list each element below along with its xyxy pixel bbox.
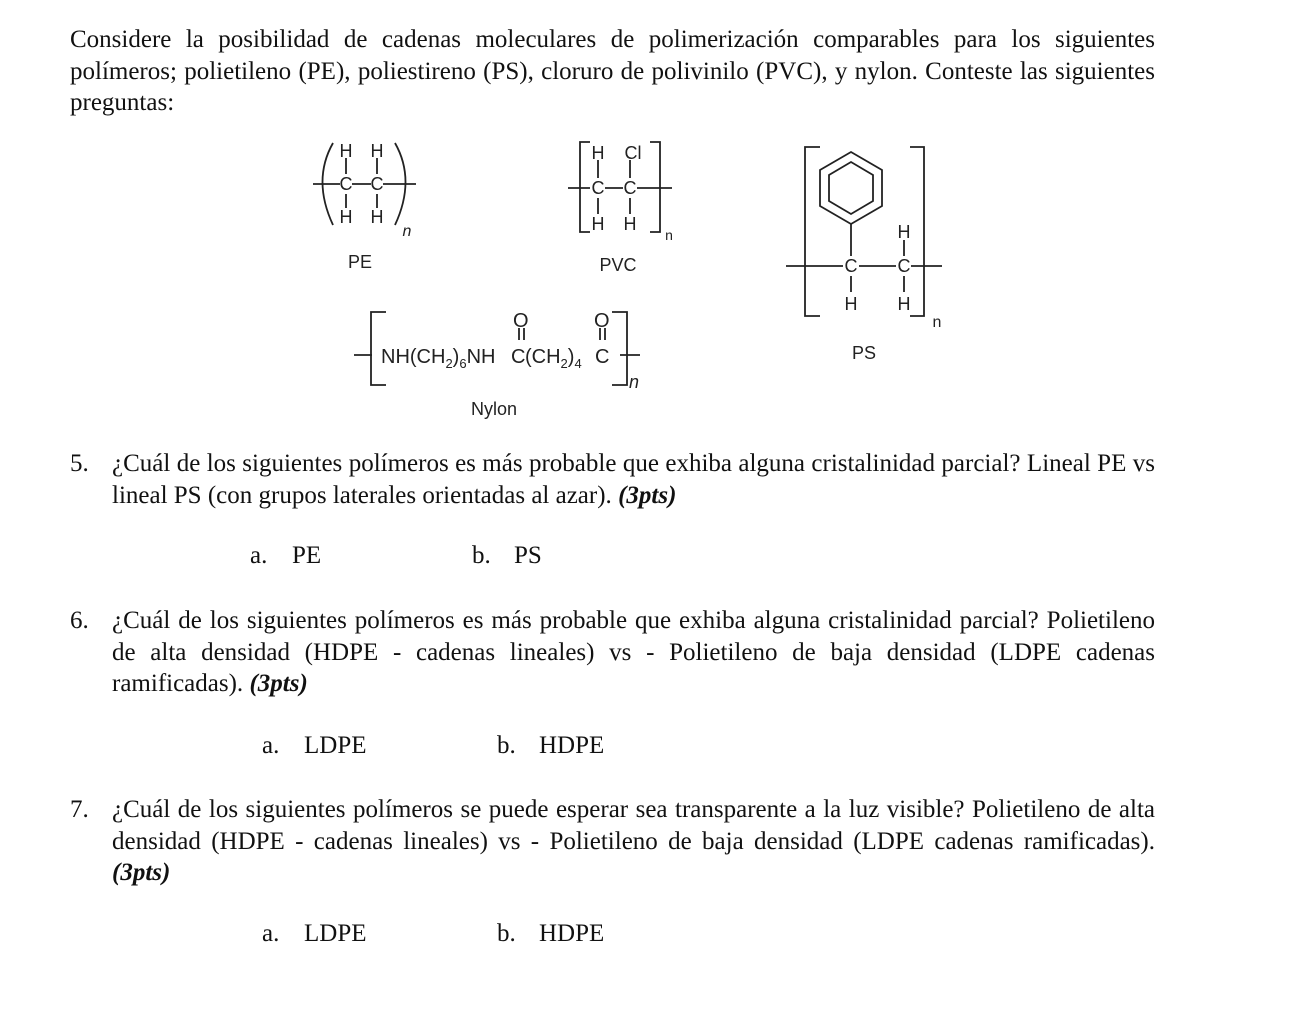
- nylon-formula: $NH(CH_2)_6NH$: [381, 346, 496, 371]
- pvc-subscript-n: n: [665, 227, 673, 243]
- option-b[interactable]: b. HDPE: [497, 732, 605, 759]
- pvc-atom-cl: Cl: [624, 143, 642, 163]
- pe-atom-c: C: [339, 174, 353, 194]
- pvc-atom-h: H: [591, 214, 605, 234]
- nylon-structure: [354, 310, 640, 419]
- ps-atom-h: H: [897, 222, 911, 242]
- question-text: ¿Cuál de los siguientes polímeros es más probable que exhiba alguna cristalinidad parcial? Polietileno de alta densidad (HDPE - cadenas lineales) vs - Polietileno de baja densidad (LDPE cadenas ramificadas). (3pts): [112, 607, 1155, 697]
- pvc-atom-h: H: [623, 214, 637, 234]
- pvc-structure: [568, 142, 673, 275]
- question-points: (3pts): [112, 859, 171, 886]
- ps-atom-c: C: [844, 256, 858, 276]
- pe-subscript-n: n: [402, 223, 412, 240]
- question-text: ¿Cuál de los siguientes polímeros se puede esperar sea transparente a la luz visible? Polietileno de alta densidad (HDPE - cadenas lineales) vs - Polietileno de baja densidad (LDPE cadenas ramificadas). (3pts): [112, 796, 1155, 886]
- pvc-label: PVC: [599, 255, 637, 275]
- ps-atom-h: H: [844, 294, 858, 314]
- pe-atom-h: H: [370, 141, 384, 161]
- nylon-carbonyl-c: C: [511, 346, 526, 368]
- nylon-oxygen: O: [513, 310, 529, 332]
- nylon-subscript-n: n: [629, 372, 640, 392]
- question-number: 7.: [70, 796, 89, 823]
- pe-atom-h: H: [339, 207, 353, 227]
- question-points: (3pts): [249, 670, 308, 697]
- question-text: ¿Cuál de los siguientes polímeros es más probable que exhiba alguna cristalinidad parcial? Lineal PE vs lineal PS (con grupos laterales orientadas al azar). (3pts): [112, 450, 1155, 509]
- option-b[interactable]: b. HDPE: [497, 920, 605, 947]
- pe-atom-h: H: [339, 141, 353, 161]
- nylon-label: Nylon: [470, 399, 518, 419]
- nylon-carbonyl-c: C: [595, 346, 610, 368]
- ps-subscript-n: n: [932, 314, 942, 331]
- option-a[interactable]: a. LDPE: [262, 732, 367, 759]
- pe-structure: [313, 141, 416, 272]
- option-a[interactable]: a. PE: [250, 542, 322, 569]
- ps-atom-c: C: [897, 256, 911, 276]
- option-b[interactable]: b. PS: [472, 542, 542, 569]
- pvc-atom-c: C: [591, 178, 605, 198]
- ps-label: PS: [851, 343, 877, 363]
- option-a[interactable]: a. LDPE: [262, 920, 367, 947]
- pe-label: PE: [347, 252, 373, 272]
- polymer-structures-figure: [0, 0, 1290, 440]
- nylon-oxygen: O: [594, 310, 610, 332]
- question-number: 6.: [70, 607, 89, 634]
- pvc-atom-c: C: [623, 178, 637, 198]
- question-number: 5.: [70, 450, 89, 477]
- pvc-atom-h: H: [591, 143, 605, 163]
- pe-atom-c: C: [370, 174, 384, 194]
- nylon-formula-tail: $(CH_2)_4$: [525, 346, 582, 371]
- ps-structure: [786, 147, 942, 363]
- question-points: (3pts): [618, 481, 677, 509]
- ps-atom-h: H: [897, 294, 911, 314]
- pe-atom-h: H: [370, 207, 384, 227]
- intro-paragraph: Considere la posibilidad de cadenas moleculares de polimerización comparables para los siguientes polímeros; polietileno (PE), poliestireno (PS), cloruro de polivinilo (PVC), y nylon. Conteste las siguientes preguntas:: [70, 26, 1155, 116]
